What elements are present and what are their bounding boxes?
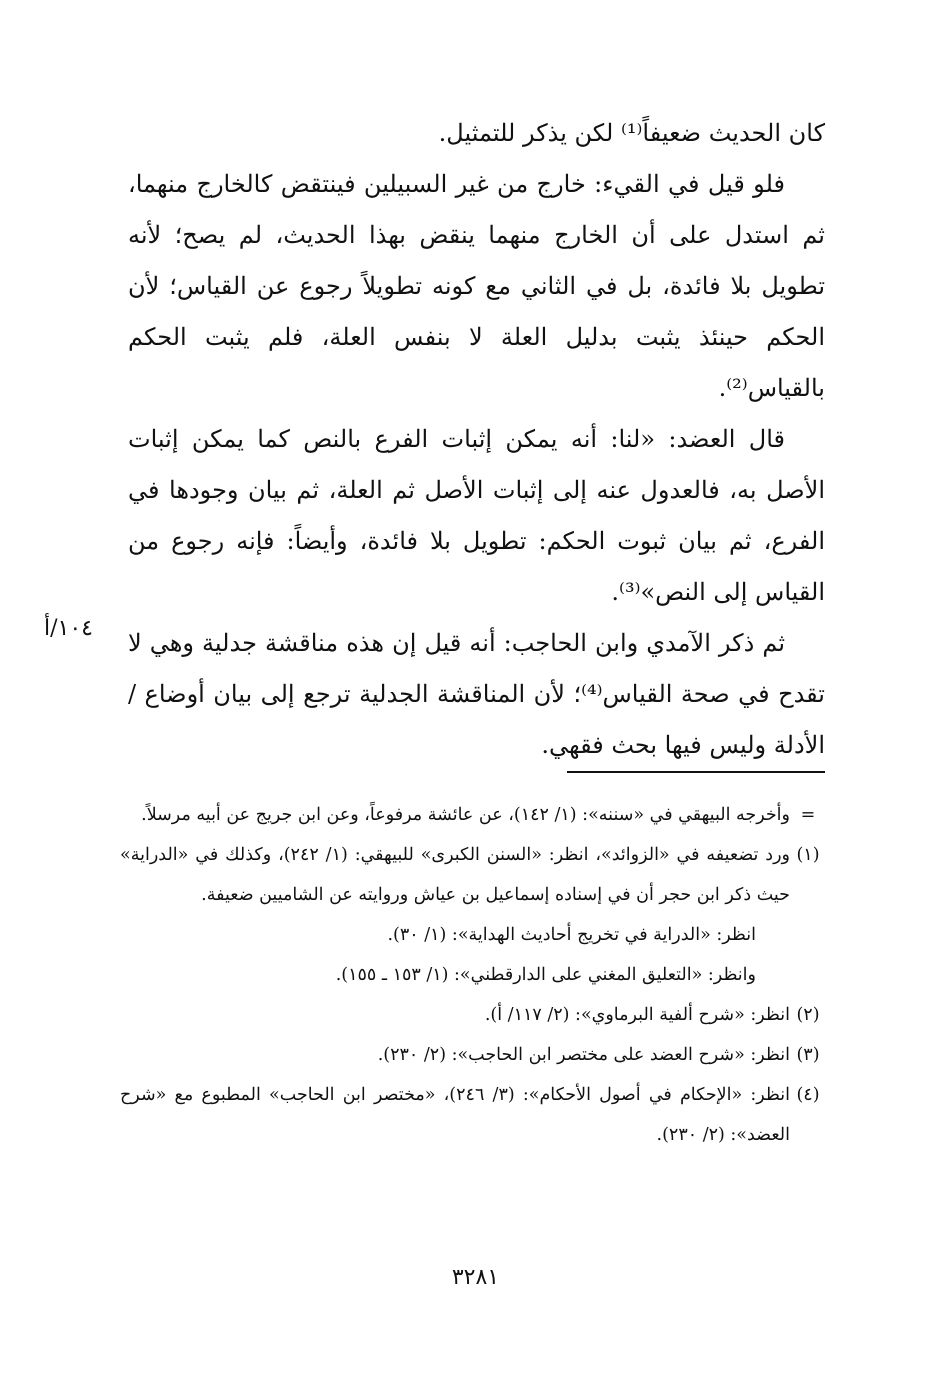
paragraph-4: ثم ذكر الآمدي وابن الحاجب: أنه قيل إن هذه مناقشة جدلية وهي لا تقدح في صحة القياس⁽⁴⁾؛ لأن المناقشة الجدلية ترجع إلى بيان أوضاع / الأدلة وليس فيها بحث فقهي. [128,629,825,759]
footnote-separator [567,771,825,773]
footnote-marker: = [800,805,816,825]
main-text [128,108,825,771]
footnote-marker: (٣) [796,1045,820,1065]
paragraph-3: قال العضد: «لنا: أنه يمكن إثبات الفرع بالنص كما يمكن إثبات الأصل به، فالعدول عنه إلى إثبات الأصل ثم العلة، ثم بيان وجودها في الفرع، ثم بيان ثبوت الحكم: تطويل بلا فائدة، وأيضاً: فإنه رجوع من القياس إلى النص»⁽³⁾. [128,425,825,606]
footnote-1-reference-2: وانظر: «التعليق المغني على الدارقطني»: (١/ ١٥٣ ـ ١٥٥). [335,965,756,985]
footnote-continued [120,795,826,835]
paragraph-1: كان الحديث ضعيفاً⁽¹⁾ لكن يذكر للتمثيل. [438,119,825,147]
footnote-marker: (١) [796,845,820,865]
footnote-marker: (٢) [796,1005,820,1025]
footnote-2 [120,995,826,1035]
footnote-text: انظر: «شرح العضد على مختصر ابن الحاجب»: (٢/ ٢٣٠). [377,1045,790,1065]
footnote-3 [120,1035,826,1075]
manuscript-folio-note: ١٠٤/أ [44,616,93,641]
footnote-1 [120,835,826,915]
page-number: ٣٢٨١ [451,1265,500,1290]
footnotes [120,795,826,1155]
footnote-text: وأخرجه البيهقي في «سننه»: (١/ ١٤٢)، عن عائشة مرفوعاً، وعن ابن جريج عن أبيه مرسلاً. [141,805,790,825]
footnote-text: انظر: «الإحكام في أصول الأحكام»: (٣/ ٢٤٦)، «مختصر ابن الحاجب» المطبوع مع «شرح العضد»: (٢/ ٢٣٠). [120,1085,790,1145]
footnote-text: ورد تضعيفه في «الزوائد»، انظر: «السنن الكبرى» للبيهقي: (١/ ٢٤٢)، وكذلك في «الدراية» حيث ذكر ابن حجر أن في إسناده إسماعيل بن عياش وروايته عن الشاميين ضعيفة. [120,845,790,905]
paragraph-2: فلو قيل في القيء: خارج من غير السبيلين فينتقض كالخارج منهما، ثم استدل على أن الخارج منهما ينقض بهذا الحديث، لم يصح؛ لأنه تطويل بلا فائدة، بل في الثاني مع كونه تطويلاً رجوع عن القياس؛ لأن الحكم حينئذ يثبت بدليل العلة لا بنفس العلة، فلم يثبت الحكم بالقياس⁽²⁾. [128,170,825,402]
footnote-4 [120,1075,826,1155]
footnote-marker: (٤) [796,1085,820,1105]
footnote-1-reference-1: انظر: «الدراية في تخريج أحاديث الهداية»: (١/ ٣٠). [387,925,756,945]
footnote-text: انظر: «شرح ألفية البرماوي»: (٢/ ١١٧/ أ). [484,1005,790,1025]
